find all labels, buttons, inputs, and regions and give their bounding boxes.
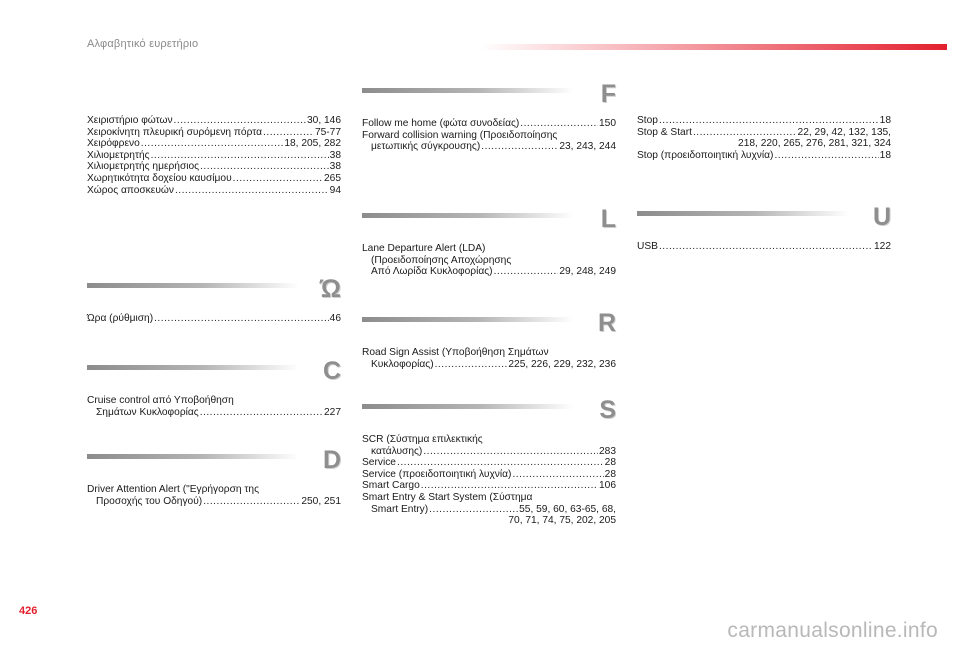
leader-dots [154,313,329,325]
entry-text: SCR (Σύστημα επιλεκτικής [362,434,483,445]
entry-pages: 94 [329,184,341,196]
section-letter: S [599,396,616,424]
section-divider-bar [362,317,574,322]
index-entry [362,457,616,469]
entry-text: Από Λωρίδα Κυκλοφορίας) [371,266,493,278]
leader-dots [233,173,323,185]
entry-pages: 225, 226, 229, 232, 236 [508,358,616,370]
entry-pages: 18, 205, 282 [284,138,341,150]
page-number: 426 [19,605,38,617]
entry-text: USB [637,241,658,252]
leader-dots [429,504,518,516]
leader-dots [397,457,604,469]
index-entry [87,161,341,173]
index-entry [362,141,616,153]
entry-text: Χειριστήριο φώτων [87,115,173,126]
entry-text: Χωρητικότητα δοχείου καυσίμου [87,172,232,184]
entry-text: Ώρα (ρύθμιση) [87,313,154,324]
section-letter: C [322,357,341,385]
leader-dots [481,141,558,153]
entry-text: Stop (προειδοποιητική λυχνία) [637,149,774,161]
section-l [362,205,616,278]
entry-pages: 18 [879,115,891,126]
index-entry [87,313,341,325]
index-column-1 [87,115,341,196]
entry-pages: 18 [879,149,891,161]
entry-text: Χώρος αποσκευών [87,184,174,196]
section-divider-bar [87,365,299,370]
section-header [87,446,341,484]
entry-pages: 106 [599,480,616,492]
leader-dots [175,185,329,197]
entry-text: Προσοχής του Οδηγού) [96,495,203,507]
index-entry [637,241,891,253]
leader-dots [435,359,508,371]
leader-dots [200,407,323,419]
entry-text: Lane Departure Alert (LDA) [362,243,486,254]
index-entry [637,150,891,162]
section-u [637,203,891,253]
section-header [362,309,616,347]
leader-dots [174,115,306,127]
entry-text: Service (προειδοποιητική λυχνία) [362,468,512,480]
entry-text: Service [362,457,396,469]
entry-pages: 38 [329,161,341,173]
section-header [87,275,341,313]
entry-pages: 55, 59, 60, 63-65, 68, [519,503,616,515]
entry-text: Stop & Start [637,126,692,138]
leader-dots [520,118,598,130]
leader-dots [774,150,878,162]
index-entry [87,138,341,150]
entry-pages: 283 [599,445,616,457]
section-divider-bar [637,211,849,216]
entries-chi-group [87,115,341,196]
index-entry [637,115,891,127]
section-letter: R [597,309,616,337]
section-r [362,309,616,370]
index-entry [87,127,341,139]
index-entry [362,469,616,481]
section-letter: F [600,80,616,108]
leader-dots [659,115,879,127]
page-header-title: Αλφαβητικό ευρετήριο [87,38,199,50]
leader-dots [494,266,559,278]
index-entry [637,127,891,139]
entry-text: Σημάτων Κυκλοφορίας [96,406,199,418]
index-entry [87,496,341,508]
section-divider-bar [87,454,299,459]
section-letter: Ώ [320,275,341,303]
leader-dots [693,127,797,139]
leader-dots [263,127,314,139]
entry-pages: 250, 251 [301,495,341,507]
section-divider-bar [362,404,574,409]
entry-pages: 265 [324,172,341,184]
entry-text: Follow me home (φώτα συνοδείας) [362,118,520,129]
entry-pages: 218, 220, 265, 276, 281, 321, 324 [738,138,891,150]
section-divider-bar [362,213,574,218]
section-header [87,357,341,395]
section-divider-bar [362,88,574,93]
entry-text: Driver Attention Alert ("Εγρήγορση της [87,484,259,495]
leader-dots [659,241,873,253]
index-entry [87,115,341,127]
section-letter: U [872,203,891,231]
entry-text: Κυκλοφορίας) [371,358,434,370]
entry-pages: 75-77 [314,126,341,138]
entry-pages: 23, 243, 244 [559,141,616,153]
entry-text: Road Sign Assist (Υποβοήθηση Σημάτων [362,347,549,358]
section-f [362,80,616,153]
entry-text: Smart Entry & Start System (Σύστημα [362,491,533,503]
section-divider-bar [87,283,299,288]
entry-pages: 227 [324,406,341,418]
leader-dots [200,161,329,173]
entry-text: Stop [637,115,658,126]
entry-pages: 22, 29, 42, 132, 135, [797,126,891,138]
entry-text: Smart Cargo [362,480,420,492]
index-entry [87,173,341,185]
entry-pages: 29, 248, 249 [559,266,616,278]
index-entry [362,504,616,516]
index-column-3 [637,115,891,161]
entry-text: Χιλιομετρητής ημερήσιος [87,161,200,173]
entry-pages: 46 [329,313,341,324]
section-header [362,80,616,118]
leader-dots [512,469,603,481]
entry-text: Χειρόφρενο [87,138,140,150]
leader-dots [141,138,284,150]
leader-dots [203,496,300,508]
leader-dots [151,150,329,162]
entry-pages: 70, 71, 74, 75, 202, 205 [508,515,616,527]
section-header [362,205,616,243]
entry-text: Cruise control από Υποβοήθηση [87,395,234,406]
entry-text: Χιλιομετρητής [87,149,150,161]
entry-pages: 28 [604,468,616,480]
leader-dots [423,446,598,458]
section-s [362,396,616,527]
entry-pages: 28 [604,457,616,469]
index-entry [87,150,341,162]
entry-pages: 38 [329,149,341,161]
entry-pages: 150 [599,118,616,129]
entry-pages: 122 [874,241,891,252]
entry-text: (Προειδοποίησης Αποχώρησης [371,254,512,266]
section-header [362,396,616,434]
index-entry [362,480,616,492]
section-d [87,446,341,507]
index-entry [362,446,616,458]
watermark: carmanualsonline.info [727,619,938,642]
entry-pages: 30, 146 [307,115,341,126]
entry-text: Smart Entry) [371,503,429,515]
leader-dots [421,480,598,492]
index-entry [362,266,616,278]
entry-text: Χειροκίνητη πλευρική συρόμενη πόρτα [87,126,263,138]
section-letter: D [322,446,341,474]
section-c [87,357,341,418]
section-letter: L [600,205,616,233]
entry-text: μετωπικής σύγκρουσης) [371,141,481,153]
index-entry [362,118,616,130]
index-entry [87,407,341,419]
header-accent-bar [480,44,947,50]
index-entry [362,359,616,371]
entry-text: κατάλυσης) [371,445,423,457]
index-entry [87,185,341,197]
section-header [637,203,891,241]
section-omega [87,275,341,325]
entry-text: Forward collision warning (Προειδοποίησης [362,129,558,141]
